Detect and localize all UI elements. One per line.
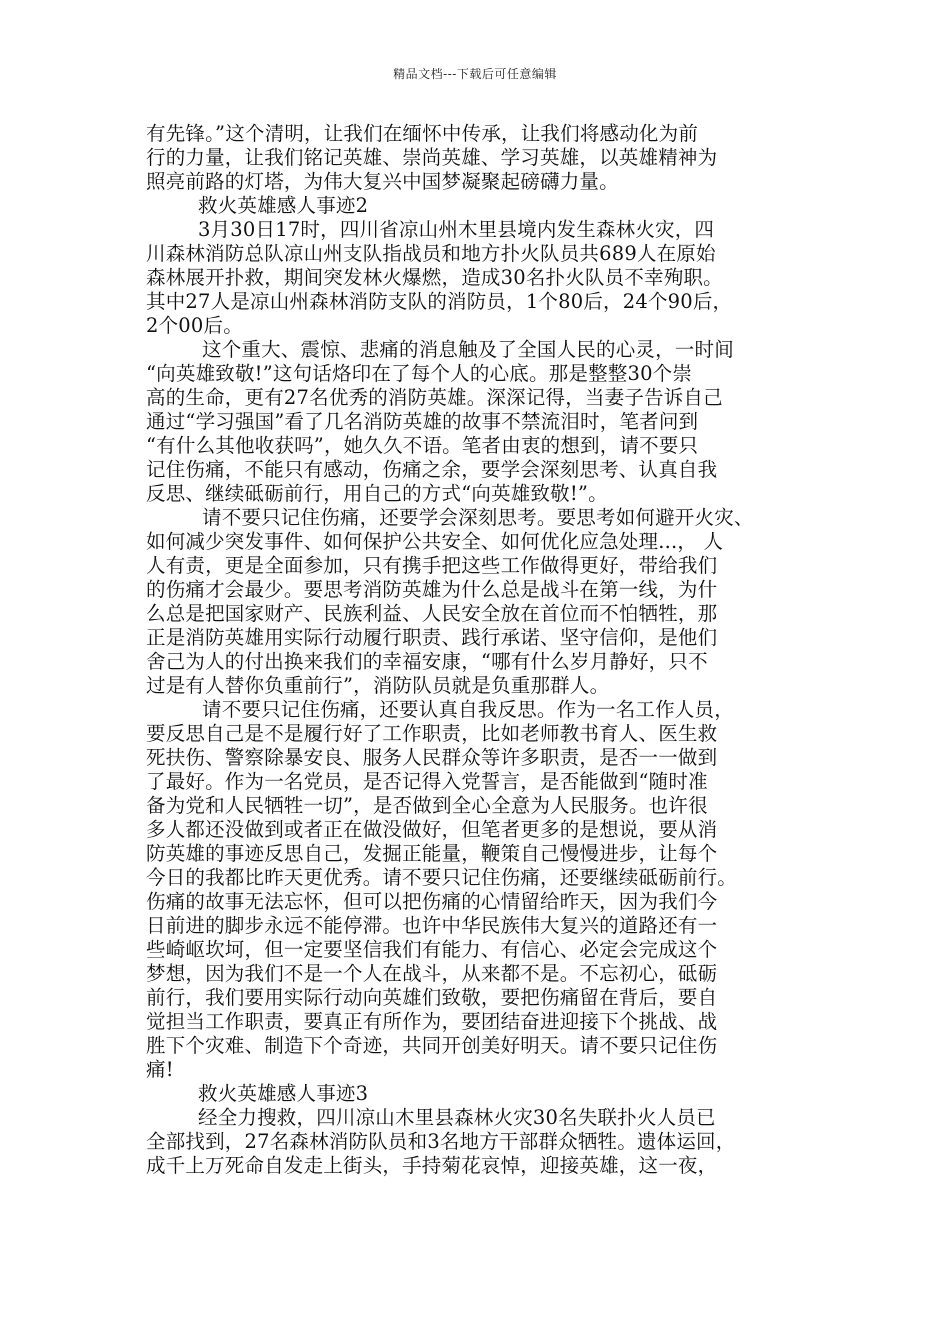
text-line: 痛!	[146, 1058, 174, 1081]
text-line: 经全力搜救，四川凉山木里县森林火灾30名失联扑火人员已	[198, 1106, 716, 1129]
text-line: 梦想，因为我们不是一个人在战斗，从来都不是。不忘初心，砥砺	[146, 962, 718, 985]
text-line: 行的力量，让我们铭记英雄、崇尚英雄、学习英雄，以英雄精神为	[146, 146, 718, 169]
text-line: 胜下个灾难、制造下个奇迹，共同开创美好明天。请不要只记住伤	[146, 1034, 718, 1057]
text-line: 全部找到，27名森林消防队员和3名地方干部群众牺牲。遗体运回，	[146, 1130, 736, 1153]
text-line: 请不要只记住伤痛，还要认真自我反思。作为一名工作人员，	[202, 698, 734, 721]
document-body	[146, 122, 818, 1178]
text-line: 如何减少突发事件、如何保护公共安全、如何优化应急处理...， 人	[146, 530, 724, 553]
text-line: 这个重大、震惊、悲痛的消息触及了全国人民的心灵，一时间	[202, 338, 734, 361]
text-line: 人有责，更是全面参加，只有携手把这些工作做得更好，带给我们	[146, 554, 718, 577]
text-line: 有先锋。”这个清明，让我们在缅怀中传承，让我们将感动化为前	[146, 122, 699, 145]
text-line: 多人都还没做到或者正在做没做好，但笔者更多的是想说，要从消	[146, 818, 718, 841]
text-line: 些崎岖坎坷，但一定要坚信我们有能力、有信心、必定会完成这个	[146, 938, 718, 961]
text-line: 么总是把国家财产、民族利益、人民安全放在首位而不怕牺牲，那	[146, 602, 718, 625]
text-line: “向英雄致敬!”这句话烙印在了每个人的心底。那是整整30个崇	[146, 362, 693, 385]
text-line: 反思、继续砥砺前行，用自己的方式“向英雄致敬!”。	[146, 482, 608, 505]
page-header: 精品文档---下载后可任意编辑	[393, 67, 557, 81]
text-line: 成千上万死命自发走上街头，手持菊花哀悼，迎接英雄，这一夜，	[146, 1154, 718, 1177]
text-line: 死扶伤、警察除暴安良、服务人民群众等许多职责，是否一一做到	[146, 746, 718, 769]
section-heading: 救火英雄感人事迹3	[198, 1082, 369, 1105]
text-line: 照亮前路的灯塔，为伟大复兴中国梦凝聚起磅礴力量。	[146, 170, 619, 193]
text-line: 要反思自己是不是履行好了工作职责，比如老师教书育人、医生救	[146, 722, 718, 745]
text-line: 高的生命，更有27名优秀的消防英雄。深深记得，当妻子告诉自己	[146, 386, 723, 409]
text-line: 备为党和人民牺牲一切”，是否做到全心全意为人民服务。也许很	[146, 794, 708, 817]
text-line: 今日的我都比昨天更优秀。请不要只记住伤痛，还要继续砥砺前行。	[146, 866, 738, 889]
text-line: 3月30日17时，四川省凉山州木里县境内发生森林火灾，四	[198, 218, 715, 241]
text-line: 2个00后。	[146, 314, 243, 337]
text-line: 前行，我们要用实际行动向英雄们致敬，要把伤痛留在背后，要自	[146, 986, 718, 1009]
text-line: 请不要只记住伤痛，还要学会深刻思考。要思考如何避开火灾、	[202, 506, 754, 529]
text-line: 觉担当工作职责，要真正有所作为，要团结奋进迎接下个挑战、战	[146, 1010, 718, 1033]
text-line: 舍己为人的付出换来我们的幸福安康，“哪有什么岁月静好，只不	[146, 650, 708, 673]
text-line: 防英雄的事迹反思自己，发掘正能量，鞭策自己慢慢进步，让每个	[146, 842, 718, 865]
section-heading: 救火英雄感人事迹2	[198, 194, 369, 217]
text-line: 日前进的脚步永远不能停滞。也许中华民族伟大复兴的道路还有一	[146, 914, 718, 937]
text-line: 过是有人替你负重前行”，消防队员就是负重那群人。	[146, 674, 610, 697]
text-line: 记住伤痛，不能只有感动，伤痛之余，要学会深刻思考、认真自我	[146, 458, 718, 481]
text-line: 其中27人是凉山州森林消防支队的消防员，1个80后，24个90后，	[146, 290, 733, 313]
text-line: 了最好。作为一名党员，是否记得入党誓言，是否能做到“随时准	[146, 770, 708, 793]
text-line: 正是消防英雄用实际行动履行职责、践行承诺、坚守信仰，是他们	[146, 626, 718, 649]
text-line: 伤痛的故事无法忘怀，但可以把伤痛的心情留给昨天，因为我们今	[146, 890, 718, 913]
text-line: 的伤痛才会最少。要思考消防英雄为什么总是战斗在第一线，为什	[146, 578, 718, 601]
text-line: 森林展开扑救，期间突发林火爆燃，造成30名扑火队员不幸殉职。	[146, 266, 723, 289]
text-line: “有什么其他收获吗”，她久久不语。笔者由衷的想到，请不要只	[146, 434, 699, 457]
text-line: 川森林消防总队凉山州支队指战员和地方扑火队员共689人在原始	[146, 242, 716, 265]
text-line: 通过“学习强国”看了几名消防英雄的故事不禁流泪时，笔者问到	[146, 410, 699, 433]
